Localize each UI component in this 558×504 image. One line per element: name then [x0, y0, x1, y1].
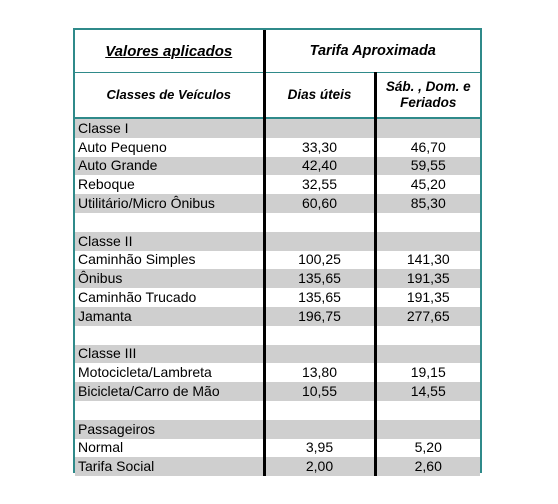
vehicle-class-cell: Reboque — [75, 175, 264, 194]
vehicle-class-cell — [75, 401, 264, 420]
weekday-rate-cell — [264, 232, 375, 251]
vehicle-class-cell: Caminhão Trucado — [75, 288, 264, 307]
weekend-rate-cell — [375, 213, 480, 232]
weekday-rate-cell — [264, 420, 375, 439]
weekday-rate-cell: 100,25 — [264, 251, 375, 270]
header-row-titles — [75, 30, 480, 73]
table-row — [75, 382, 480, 401]
table-row — [75, 232, 480, 251]
weekday-rate-cell: 135,65 — [264, 269, 375, 288]
vehicle-class-cell — [75, 326, 264, 345]
weekend-rate-cell: 59,55 — [375, 157, 480, 176]
column-header-weekday: Dias úteis — [264, 73, 375, 119]
table-row — [75, 457, 480, 476]
table-row — [75, 194, 480, 213]
weekend-rate-cell: 85,30 — [375, 194, 480, 213]
weekend-rate-cell: 19,15 — [375, 363, 480, 382]
values-applied-title: Valores aplicados — [75, 30, 264, 73]
weekday-rate-cell: 135,65 — [264, 288, 375, 307]
column-header-class: Classes de Veículos — [75, 73, 264, 119]
vehicle-class-cell: Utilitário/Micro Ônibus — [75, 194, 264, 213]
weekend-rate-cell: 2,60 — [375, 457, 480, 476]
vehicle-class-cell: Ônibus — [75, 269, 264, 288]
table-row — [75, 175, 480, 194]
tariff-table — [75, 30, 480, 476]
table-row — [75, 288, 480, 307]
table-row — [75, 326, 480, 345]
vehicle-class-cell: Classe I — [75, 118, 264, 138]
table-row — [75, 401, 480, 420]
weekday-rate-cell: 196,75 — [264, 307, 375, 326]
weekday-rate-cell: 10,55 — [264, 382, 375, 401]
weekend-rate-cell: 45,20 — [375, 175, 480, 194]
weekend-rate-cell: 46,70 — [375, 138, 480, 157]
table-row — [75, 307, 480, 326]
vehicle-class-cell: Normal — [75, 439, 264, 458]
weekday-rate-cell: 42,40 — [264, 157, 375, 176]
table-row — [75, 118, 480, 138]
weekend-rate-cell — [375, 401, 480, 420]
weekday-rate-cell — [264, 345, 375, 364]
weekend-rate-cell: 5,20 — [375, 439, 480, 458]
weekend-rate-cell: 191,35 — [375, 288, 480, 307]
vehicle-class-cell: Auto Pequeno — [75, 138, 264, 157]
table-row — [75, 269, 480, 288]
vehicle-class-cell: Classe II — [75, 232, 264, 251]
weekday-rate-cell: 60,60 — [264, 194, 375, 213]
table-row — [75, 439, 480, 458]
column-header-weekend-text: Sáb. , Dom. e Feriados — [385, 79, 471, 110]
table-row — [75, 213, 480, 232]
header-row-columns — [75, 73, 480, 119]
vehicle-class-cell: Bicicleta/Carro de Mão — [75, 382, 264, 401]
column-header-weekend — [375, 73, 480, 119]
weekday-rate-cell — [264, 213, 375, 232]
weekday-rate-cell: 13,80 — [264, 363, 375, 382]
weekend-rate-cell — [375, 118, 480, 138]
table-row — [75, 345, 480, 364]
weekend-rate-cell: 191,35 — [375, 269, 480, 288]
weekday-rate-cell: 3,95 — [264, 439, 375, 458]
tariff-title: Tarifa Aproximada — [264, 30, 480, 73]
vehicle-class-cell: Tarifa Social — [75, 457, 264, 476]
tariff-table-frame — [73, 28, 482, 473]
vehicle-class-cell: Motocicleta/Lambreta — [75, 363, 264, 382]
table-row — [75, 251, 480, 270]
weekday-rate-cell: 33,30 — [264, 138, 375, 157]
weekend-rate-cell — [375, 232, 480, 251]
vehicle-class-cell: Caminhão Simples — [75, 251, 264, 270]
weekend-rate-cell: 277,65 — [375, 307, 480, 326]
vehicle-class-cell: Auto Grande — [75, 157, 264, 176]
vehicle-class-cell — [75, 213, 264, 232]
table-row — [75, 138, 480, 157]
vehicle-class-cell: Jamanta — [75, 307, 264, 326]
weekday-rate-cell — [264, 118, 375, 138]
weekend-rate-cell — [375, 420, 480, 439]
weekday-rate-cell: 32,55 — [264, 175, 375, 194]
weekend-rate-cell — [375, 345, 480, 364]
weekday-rate-cell: 2,00 — [264, 457, 375, 476]
table-row — [75, 420, 480, 439]
table-row — [75, 363, 480, 382]
table-row — [75, 157, 480, 176]
weekend-rate-cell: 14,55 — [375, 382, 480, 401]
weekday-rate-cell — [264, 401, 375, 420]
weekend-rate-cell: 141,30 — [375, 251, 480, 270]
vehicle-class-cell: Passageiros — [75, 420, 264, 439]
weekend-rate-cell — [375, 326, 480, 345]
vehicle-class-cell: Classe III — [75, 345, 264, 364]
weekday-rate-cell — [264, 326, 375, 345]
